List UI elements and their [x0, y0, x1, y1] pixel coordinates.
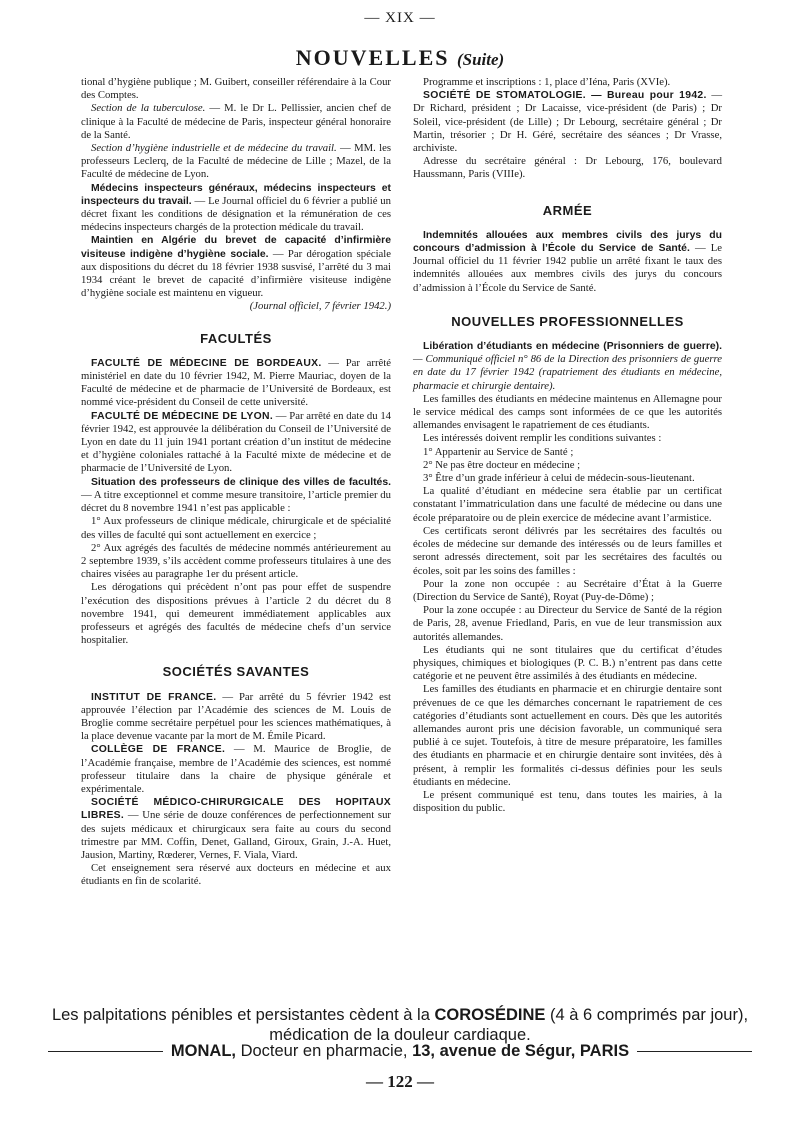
paragraph [81, 691, 391, 744]
paragraph-text: — Par arrêté ministériel en date du 10 février 1942, M. Pierre Mauriac, doyen de la Faculté de médecine et de pharmacie de l’Université de Bordeaux, est nommé vice-président du Conseil de cette université. [81, 356, 391, 409]
paragraph-text: — Une série de douze conférences de perfectionnement sur des sujets médicaux et chirurgicaux sera faite au cours du second trimestre par MM. Coffin, Denet, Galland, Giroux, Grain, J.-A. Huet, Jausion, Martiny, Rœderer, Vernes, F. Viala, Viard. [81, 809, 391, 861]
paragraph-lead: FACULTÉ DE MÉDECINE DE LYON. [91, 410, 274, 422]
section-heading-armee: ARMÉE [542, 202, 593, 218]
paragraph-text: — Le Journal officiel du 6 février a publié un décret fixant les conditions de désignation et la rémunération de ces médecins inspecteurs chargés de la protection médicale du travail. [81, 194, 391, 234]
roman-page-number: — XIX — [364, 10, 436, 26]
paragraph [81, 142, 391, 182]
paragraph-lead: Libération d’étudiants en médecine (Prisonniers de guerre). [423, 341, 722, 353]
section-heading-nouvelles-professionnelles: NOUVELLES PROFESSIONNELLES [451, 313, 684, 329]
paragraph [81, 796, 391, 862]
ad-address: 13, avenue de Ségur, PARIS [412, 1042, 630, 1060]
right-column [413, 76, 722, 815]
paragraph [81, 102, 391, 142]
list-item: 3° Être d’un grade inférieur à celui de médecin-sous-lieutenant. [423, 472, 695, 485]
paragraph-lead: SOCIÉTÉ DE STOMATOLOGIE. — Bureau pour 1942. [423, 90, 707, 102]
paragraph-text: — Le Journal officiel du 11 février 1942 publie un arrêté fixant le taux des indemnités allouées aux membres civils des jurys du concours d’admission à l’École du Service de Santé. [413, 242, 722, 294]
paragraph: Ces certificats seront délivrés par les secrétaires des facultés ou écoles de médecine sur demande des intéressés ou de leurs familles et seront adressés directement, soit par les secrétaires des facultés ou écoles, soit par les soins des familles : [413, 524, 722, 577]
paragraph [81, 476, 391, 516]
list-item: 2° Ne pas être docteur en médecine ; [423, 458, 581, 471]
ad-line-3: MONAL, Docteur en pharmacie, 13, avenue de Ségur, PARIS [40, 1042, 760, 1061]
paragraph-lead: Section de la tuberculose. [91, 102, 206, 115]
paragraph-text: — M. le Dr L. Pellissier, ancien chef de clinique à la Faculté de médecine de Paris, inspecteur général honoraire de la Santé. [81, 102, 391, 141]
list-item: 1° Appartenir au Service de Santé ; [423, 445, 574, 458]
paragraph-lead: SOCIÉTÉ MÉDICO-CHIRURGICALE DES HOPITAUX LIBRES. [81, 797, 391, 822]
paragraph: Les familles des étudiants en médecine maintenus en Allemagne pour le service médical des camps sont informées de ce que les autorités allemandes envisagent le rapatriement de ces étudiants. [413, 392, 722, 432]
page-number: — 122 — [366, 1072, 434, 1091]
paragraph [413, 229, 722, 295]
ad-brand: COROSÉDINE [434, 1006, 546, 1024]
paragraph: Pour la zone non occupée : au Secrétaire d’État à la Guerre (Direction du Service de Santé), Royat (Puy-de-Dôme) ; [413, 577, 722, 603]
paragraph: Le présent communiqué est tenu, dans toutes les mairies, à la disposition du public. [413, 788, 722, 815]
ad-rule-left [48, 1051, 163, 1052]
paragraph-lead: Indemnités allouées aux membres civils des jurys du concours d’admission à l’École du Service de Santé. [413, 229, 722, 255]
paragraph-text: — A titre exceptionnel et comme mesure transitoire, l’article premier du décret du 8 novembre 1941 n’est pas applicable : [81, 488, 391, 515]
paragraph-text: — MM. les professeurs Leclerq, de la Faculté de médecine de Lille ; Mazel, de la Faculté de médecine de Lyon. [81, 142, 391, 181]
section-heading-facultes: FACULTÉS [200, 330, 272, 346]
paragraph: tional d’hygiène publique ; M. Guibert, conseiller référendaire à la Cour des Comptes. [81, 76, 391, 102]
paragraph: La qualité d’étudiant en médecine sera établie par un certificat constatant l’immatriculation dans une faculté de médecine ou dans une école préparatoire ou de plein exercice de médecine avant l’armistice. [413, 485, 722, 524]
paragraph: Les intéressés doivent remplir les conditions suivantes : [423, 432, 662, 445]
section-title: NOUVELLES [295, 45, 450, 70]
ad-line-2: médication de la douleur cardiaque. [269, 1026, 531, 1044]
left-column [81, 76, 391, 889]
paragraph: Pour la zone occupée : au Directeur du Service de Santé de la région de Paris, 28, avenue Friedland, Paris, en vue de leur transmission aux autorités allemandes. [413, 604, 722, 643]
paragraph-text: — M. Maurice de Broglie, de l’Académie française, membre de l’Académie des sciences, est nommé professeur titulaire dans la chaire de physique générale et expérimentale. [81, 743, 391, 795]
paragraph-lead: INSTITUT DE FRANCE. [91, 691, 217, 703]
source-citation: (Journal officiel, 7 février 1942.) [249, 300, 391, 313]
section-title-suffix: (Suite) [456, 50, 505, 69]
paragraph-text: — Par arrêté en date du 14 février 1942, est approuvée la délibération du Conseil de l’Université de Lyon en date du 11 juin 1941 portant création d’un institut de médecine et d’hygiène coloniales rattaché à la Faculté mixte de médecine et de pharmacie de l’Université de Lyon. [81, 409, 392, 475]
paragraph: Adresse du secrétaire général : Dr Lebourg, 176, boulevard Haussmann, Paris (VIIIe). [413, 155, 722, 181]
paragraph [81, 743, 391, 796]
paragraph: 1° Aux professeurs de clinique médicale, chirurgicale et de spécialité des villes de faculté qui sont actuellement en exercice ; [81, 515, 391, 541]
paragraph-lead: Médecins inspecteurs généraux, médecins inspecteurs et inspecteurs du travail. [81, 182, 391, 207]
paragraph [81, 357, 391, 410]
paragraph-lead: Maintien en Algérie du brevet de capacité d’infirmière visiteuse indigène d’hygiène sociale. [81, 235, 391, 260]
advertisement [40, 1005, 760, 1045]
section-heading-societes: SOCIÉTÉS SAVANTES [162, 664, 310, 680]
paragraph: Programme et inscriptions : 1, place d’Iéna, Paris (XVIe). [423, 76, 671, 88]
paragraph-text: — Communiqué officiel n° 86 de la Direction des prisonniers de guerre en date du 17 février 1942 (rapatriement des étudiants en médecine, pharmacie et chirurgie dentaire). [413, 353, 722, 392]
paragraph [81, 234, 391, 300]
paragraph-text: — Par dérogation spéciale aux dispositions du décret du 18 février 1938 susvisé, l’arrêté du 3 mai 1934 créant le brevet de capacité d’infirmière visiteuse indigène d’hygiène sociale est maintenu en vigueur. [81, 247, 391, 300]
paragraph-lead: Section d’hygiène industrielle et de médecine du travail. [91, 142, 337, 155]
paragraph-lead: Situation des professeurs de clinique des villes de facultés. [91, 476, 391, 488]
paragraph [81, 410, 391, 476]
paragraph: Les dérogations qui précèdent n’ont pas pour effet de suspendre l’exécution des dispositions prévues à l’article 2 du décret du 8 novembre 1941, qui demeurent immédiatement applicables aux professeurs et agrégés des facultés de médecine chefs d’un service hospitalier. [81, 581, 391, 647]
paragraph-text: — Dr Richard, président ; Dr Lacaisse, vice-président (de Paris) ; Dr Soleil, vice-président (de Lille) ; Dr Lebourg, secrétaire général ; Dr Martin, trésorier ; Dr H. Géré, secrétaire des séances ; Dr Vrasse, archiviste. [413, 89, 722, 155]
paragraph [81, 182, 391, 235]
ad-rule-right [637, 1051, 752, 1052]
paragraph: Les étudiants qui ne sont titulaires que du certificat d’études physiques, chimiques et biologiques (P. C. B.) n’entrent pas dans cette catégorie et ne peuvent être assimilés à des étudiants en médecine. [413, 643, 722, 683]
running-title [0, 45, 800, 71]
ad-pharmacist: MONAL, [170, 1042, 236, 1060]
paragraph: Les familles des étudiants en pharmacie et en chirurgie dentaire sont prévenues de ce que les démarches concernant le rapatriement de ces catégories d’étudiants sont actuellement en cours. Dès que les autorités allemandes auront pris une décision favorable, un communiqué sera publié à ce sujet. Toutefois, à titre de mesure préparatoire, les familles des étudiants en pharmacie et en chirurgie dentaire sont invitées, dès à présent, à remplir les formalités ci-dessus définies pour les seuls étudiants en médecine. [413, 683, 722, 788]
paragraph: 2° Aux agrégés des facultés de médecine nommés antérieurement au 2 septembre 1939, s’ils accèdent comme professeurs titulaires à une des chaires visées au paragraphe 1er du présent article. [81, 541, 391, 581]
paragraph-text: — Par arrêté du 5 février 1942 est approuvée l’élection par l’Académie des sciences de M. Louis de Broglie comme secrétaire perpétuel pour les sciences mathématiques, à la place devenue vacante par la mort de M. Émile Picard. [81, 690, 392, 743]
paragraph [413, 340, 722, 393]
paragraph-lead: COLLÈGE DE FRANCE. [91, 744, 226, 756]
ad-line-1: Les palpitations pénibles et persistantes cèdent à la COROSÉDINE (4 à 6 comprimés par jour), [51, 1006, 749, 1024]
paragraph [413, 89, 722, 155]
paragraph: Cet enseignement sera réservé aux docteurs en médecine et aux étudiants en fin de scolarité. [81, 862, 391, 888]
paragraph-lead: FACULTÉ DE MÉDECINE DE BORDEAUX. [91, 357, 322, 369]
